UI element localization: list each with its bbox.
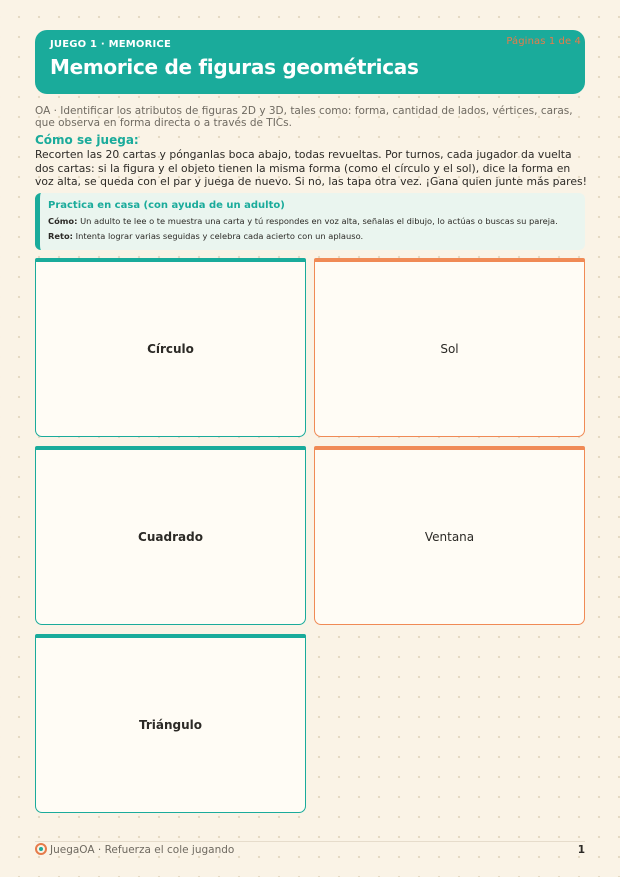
- page-footer: [35, 843, 585, 857]
- card-window: [314, 446, 585, 625]
- footer-brand: JuegaOA · Refuerza el cole jugando: [50, 844, 235, 856]
- card-sun: [314, 258, 585, 437]
- game-kicker: JUEGO 1 · MEMORICE: [50, 39, 172, 50]
- game-header: [35, 30, 585, 94]
- home-practice-callout: [35, 193, 585, 250]
- page-number: 1: [577, 844, 585, 856]
- footer-divider: [35, 841, 585, 842]
- how-to-play-title: Cómo se juega:: [35, 133, 139, 147]
- card-triangle: [35, 634, 306, 813]
- home-practice-challenge: [48, 231, 577, 242]
- card-circle: [35, 258, 306, 437]
- brand-logo-icon: [35, 843, 47, 855]
- home-practice-how: [48, 216, 577, 227]
- card-label: Sol: [440, 342, 459, 356]
- home-practice-challenge-label: Reto:: [48, 231, 74, 241]
- how-to-play-text: Recorten las 20 cartas y pónganlas boca abajo, todas revueltas. Por turnos, cada jugador da vuelta dos cartas: si la figura y el objeto tienen la misma forma (como el círculo y el sol), dice la forma en voz alta, se queda con el par y juega de nuevo. Si no, las tapa otra vez. ¡Gana quien junte más pares!: [35, 148, 587, 188]
- card-label: Cuadrado: [138, 530, 203, 544]
- home-practice-how-text: Un adulto te lee o te muestra una carta y tú respondes en voz alta, señalas el dibujo, lo actúas o buscas su pareja.: [77, 216, 558, 226]
- home-practice-how-label: Cómo:: [48, 216, 78, 226]
- home-practice-title: Practica en casa (con ayuda de un adulto): [48, 200, 285, 211]
- card-square: [35, 446, 306, 625]
- page-title: Memorice de figuras geométricas: [50, 55, 419, 79]
- home-practice-challenge-text: Intenta lograr varias seguidas y celebra cada acierto con un aplauso.: [73, 231, 364, 241]
- card-label: Triángulo: [138, 718, 203, 732]
- learning-objective: OA · Identificar los atributos de figuras 2D y 3D, tales como: forma, cantidad de lados, vértices, caras, que observa en forma directa o a través de TICs.: [35, 105, 573, 129]
- card-label: Ventana: [424, 530, 475, 544]
- page-count-label: Páginas 1 de 4: [506, 36, 581, 47]
- card-label: Círculo: [147, 342, 194, 356]
